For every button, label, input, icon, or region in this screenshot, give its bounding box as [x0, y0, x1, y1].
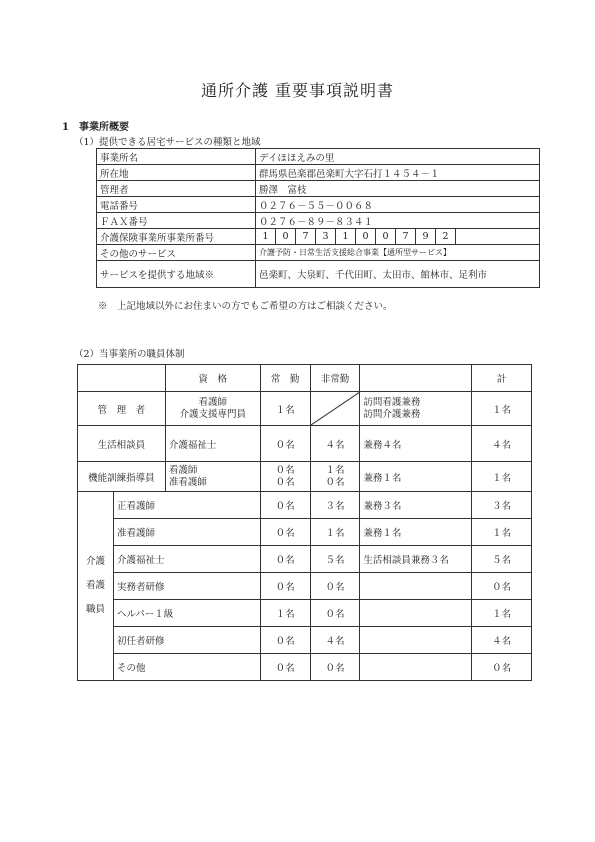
qualification-label: 介護福祉士 [113, 546, 260, 573]
row-value: 邑楽町、大泉町、千代田町、太田市、館林市、足利市 [256, 261, 540, 288]
row-value: 介護予防・日常生活支援総合事業【通所型サービス】 [256, 245, 540, 261]
table-row [78, 627, 532, 654]
row-value: ０２７６－８９－８３４１ [256, 213, 540, 229]
diagonal-line [311, 392, 360, 425]
section-heading: 1 事業所概要 [62, 122, 129, 133]
parttime-count: ０名 [310, 654, 360, 681]
parttime-cell [310, 462, 360, 492]
fulltime-count: ０名 [260, 546, 310, 573]
note-label: 兼務４名 [360, 426, 472, 462]
fulltime-count: ０名 [260, 426, 310, 462]
office-number-digit: 7 [296, 229, 316, 244]
subsection-heading: （1）提供できる居宅サービスの種類と地域 [74, 137, 261, 148]
total-count: ３名 [472, 492, 532, 519]
table-row [97, 165, 540, 181]
parttime-count: １名 [325, 464, 345, 476]
diagonal-cell [310, 392, 360, 426]
qualification-label: ヘルパー１級 [113, 600, 260, 627]
table-row [78, 462, 532, 492]
fulltime-cell [260, 462, 310, 492]
table-row [97, 261, 540, 288]
row-key: 事業所名 [97, 149, 256, 165]
fulltime-count: １名 [260, 600, 310, 627]
office-number [256, 229, 540, 245]
care-group-word: 介護 [85, 556, 105, 567]
parttime-count: ３名 [310, 492, 360, 519]
total-count: ４名 [472, 426, 532, 462]
table-row [78, 600, 532, 627]
row-value: 勝澤 富枝 [256, 181, 540, 197]
total-count: １名 [472, 519, 532, 546]
total-count: ０名 [472, 573, 532, 600]
office-number-digit: 1 [336, 229, 356, 244]
office-number-digit: 0 [356, 229, 376, 244]
office-number-digit: 0 [276, 229, 296, 244]
qualification-label: 実務者研修 [113, 573, 260, 600]
qualification-label: 准看護師 [113, 519, 260, 546]
role-trainer: 機能訓練指導員 [78, 462, 166, 492]
row-key: 管理者 [97, 181, 256, 197]
table-row [97, 197, 540, 213]
header-fulltime: 常 勤 [260, 365, 310, 392]
table-row [78, 573, 532, 600]
care-group-word: 職員 [85, 604, 105, 615]
table-row [78, 492, 532, 519]
row-value: デイほほえみの里 [256, 149, 540, 165]
table-row [97, 213, 540, 229]
document-title: 通所介護 重要事項説明書 [200, 81, 395, 100]
row-key: サービスを提供する地域※ [97, 261, 256, 288]
note-label: 生活相談員兼務３名 [360, 546, 472, 573]
row-key: 電話番号 [97, 197, 256, 213]
qualification-cell [165, 392, 260, 426]
table-row [97, 149, 540, 165]
table-header-row [78, 365, 532, 392]
table-row [97, 245, 540, 261]
parttime-count: １名 [310, 519, 360, 546]
parttime-count: ０名 [310, 600, 360, 627]
table-row [78, 546, 532, 573]
office-number-digit: 7 [396, 229, 416, 244]
office-number-digit: 0 [376, 229, 396, 244]
care-group-word: 看護 [85, 580, 105, 591]
note-label: 訪問介護兼務 [363, 408, 421, 420]
fulltime-count: ０名 [260, 492, 310, 519]
table-row [78, 392, 532, 426]
office-number-digit: 1 [256, 229, 276, 244]
qualification-label: 介護福祉士 [165, 426, 260, 462]
role-counselor: 生活相談員 [78, 426, 166, 462]
row-key: 所在地 [97, 165, 256, 181]
note-label: 兼務３名 [360, 492, 472, 519]
table-row [78, 519, 532, 546]
overview-table [96, 148, 540, 288]
table-row [78, 426, 532, 462]
row-key: ＦＡＸ番号 [97, 213, 256, 229]
fulltime-count: ０名 [275, 464, 295, 476]
total-count: １名 [472, 600, 532, 627]
fulltime-count: ０名 [260, 519, 310, 546]
fulltime-count: １名 [260, 392, 310, 426]
office-number-digit: 3 [316, 229, 336, 244]
header-cell [78, 365, 166, 392]
total-count: ０名 [472, 654, 532, 681]
header-cell [360, 365, 472, 392]
note-cell [360, 392, 472, 426]
total-count: ５名 [472, 546, 532, 573]
fulltime-count: ０名 [260, 654, 310, 681]
parttime-count: ０名 [310, 573, 360, 600]
parttime-count: ４名 [310, 627, 360, 654]
fulltime-count: ０名 [275, 476, 295, 488]
note-label [360, 654, 472, 681]
table-row [97, 181, 540, 197]
subsection-heading: （2）当事業所の職員体制 [74, 349, 185, 360]
row-value: ０２７６－５５－００６８ [256, 197, 540, 213]
qualification-label: 看護師 [198, 396, 228, 408]
qualification-cell [165, 462, 260, 492]
office-number-digit: 2 [436, 229, 456, 244]
row-value: 群馬県邑楽郡邑楽町大字石打１４５４－１ [256, 165, 540, 181]
total-count: １名 [472, 392, 532, 426]
fulltime-count: ０名 [260, 627, 310, 654]
qualification-label: 介護支援専門員 [179, 408, 247, 420]
row-key: 介護保険事業所事業所番号 [97, 229, 256, 245]
note-label [360, 627, 472, 654]
header-parttime: 非常勤 [310, 365, 360, 392]
note-label [360, 573, 472, 600]
note-label: 訪問看護兼務 [363, 396, 421, 408]
note-label: 兼務１名 [360, 462, 472, 492]
parttime-count: ５名 [310, 546, 360, 573]
area-note: ※ 上記地域以外にお住まいの方でもご希望の方はご相談ください。 [98, 301, 393, 312]
staff-table [77, 364, 532, 681]
parttime-count: ４名 [310, 426, 360, 462]
parttime-count: ０名 [325, 476, 345, 488]
qualification-label: 正看護師 [113, 492, 260, 519]
qualification-label: 看護師 [168, 464, 198, 476]
qualification-label: 初任者研修 [113, 627, 260, 654]
row-key: その他のサービス [97, 245, 256, 261]
note-label [360, 600, 472, 627]
header-qualification: 資 格 [165, 365, 260, 392]
note-label: 兼務１名 [360, 519, 472, 546]
total-count: ４名 [472, 627, 532, 654]
role-manager: 管 理 者 [78, 392, 166, 426]
total-count: １名 [472, 462, 532, 492]
table-row [78, 654, 532, 681]
fulltime-count: ０名 [260, 573, 310, 600]
care-group-label [78, 492, 114, 681]
office-number-digit: 9 [416, 229, 436, 244]
qualification-label: その他 [113, 654, 260, 681]
header-total: 計 [472, 365, 532, 392]
qualification-label: 准看護師 [168, 476, 207, 488]
table-row [97, 229, 540, 245]
